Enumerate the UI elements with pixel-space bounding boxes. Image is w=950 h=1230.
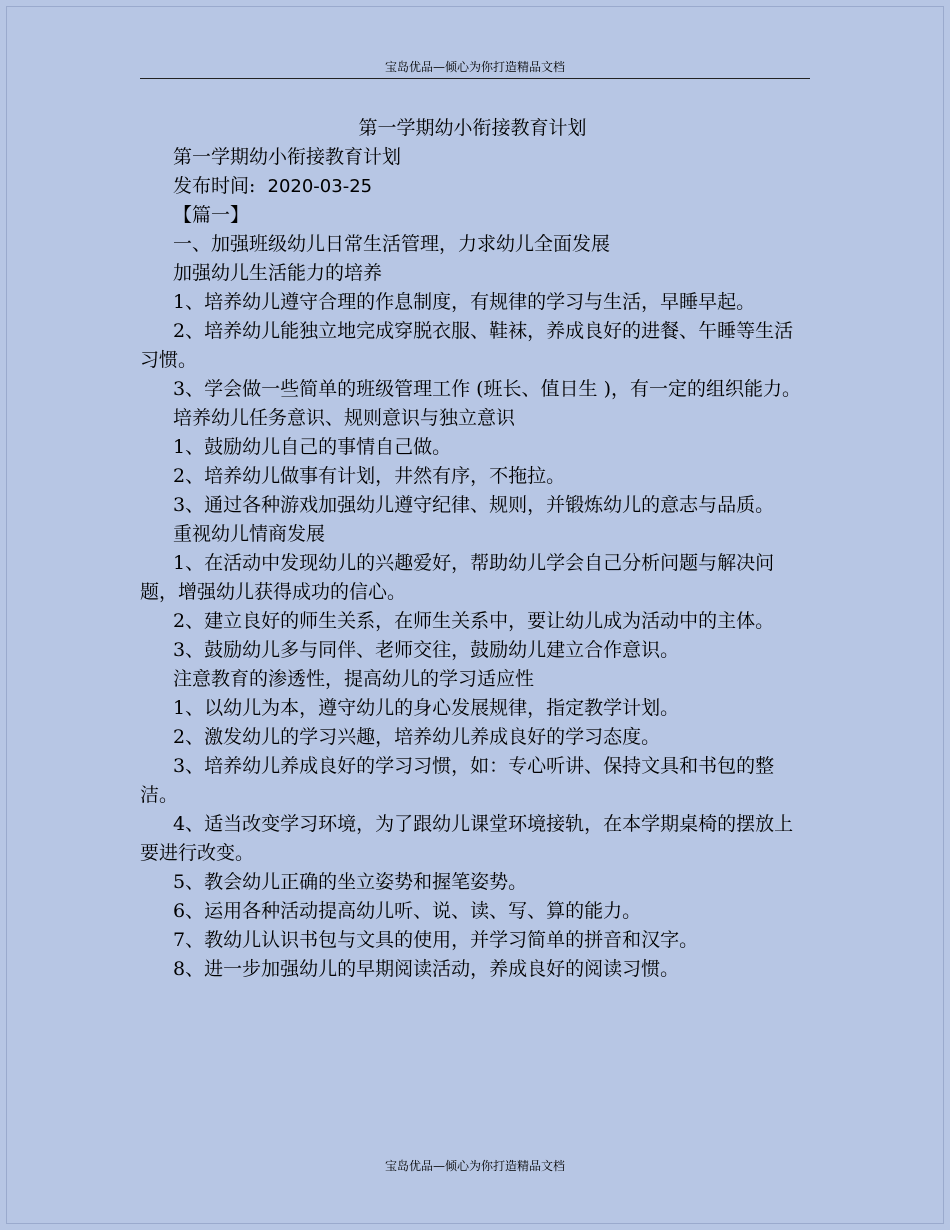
- publish-line: [140, 172, 805, 201]
- paragraph: 3、学会做一些简单的班级管理工作 (班长、值日生 )，有一定的组织能力。: [173, 378, 801, 400]
- paragraph: 3、通过各种游戏加强幼儿遵守纪律、规则，并锻炼幼儿的意志与品质。: [173, 494, 775, 516]
- paragraph: 2、培养幼儿做事有计划，井然有序，不拖拉。: [173, 465, 566, 487]
- document-subtitle: 第一学期幼小衔接教育计划: [173, 146, 402, 168]
- paragraph: 3、培养幼儿养成良好的学习习惯，如：专心听讲、保持文具和书包的整洁。: [140, 755, 775, 806]
- publish-label: 发布时间:: [173, 175, 256, 197]
- header-divider: [140, 78, 810, 79]
- paragraph: 5、教会幼儿正确的坐立姿势和握笔姿势。: [173, 871, 528, 893]
- paragraph: 2、培养幼儿能独立地完成穿脱衣服、鞋袜，养成良好的进餐、午睡等生活习惯。: [140, 320, 794, 371]
- paragraph: 2、建立良好的师生关系，在师生关系中，要让幼儿成为活动中的主体。: [173, 610, 775, 632]
- paragraph: 加强幼儿生活能力的培养: [173, 262, 383, 284]
- paragraph: 培养幼儿任务意识、规则意识与独立意识: [173, 407, 516, 429]
- paragraph-list: [140, 230, 805, 984]
- paragraph: 一、加强班级幼儿日常生活管理，力求幼儿全面发展: [173, 233, 611, 255]
- paragraph: 8、进一步加强幼儿的早期阅读活动，养成良好的阅读习惯。: [173, 958, 680, 980]
- paragraph: 1、培养幼儿遵守合理的作息制度，有规律的学习与生活，早睡早起。: [173, 291, 756, 313]
- paragraph: 注意教育的渗透性，提高幼儿的学习适应性: [173, 668, 535, 690]
- paragraph: 1、在活动中发现幼儿的兴趣爱好，帮助幼儿学会自己分析问题与解决问题，增强幼儿获得成功的信心。: [140, 552, 775, 603]
- document-title: 第一学期幼小衔接教育计划: [358, 117, 587, 139]
- paragraph: 2、激发幼儿的学习兴趣，培养幼儿养成良好的学习态度。: [173, 726, 661, 748]
- publish-date: 2020-03-25: [267, 176, 373, 197]
- paragraph: 1、鼓励幼儿自己的事情自己做。: [173, 436, 452, 458]
- paragraph: 4、适当改变学习环境，为了跟幼儿课堂环境接轨，在本学期桌椅的摆放上要进行改变。: [140, 813, 794, 864]
- section-marker: 【篇一】: [173, 204, 250, 226]
- paragraph: 1、以幼儿为本，遵守幼儿的身心发展规律，指定教学计划。: [173, 697, 680, 719]
- paragraph: 7、教幼儿认识书包与文具的使用，并学习简单的拼音和汉字。: [173, 929, 699, 951]
- paragraph: 3、鼓励幼儿多与同伴、老师交往，鼓励幼儿建立合作意识。: [173, 639, 680, 661]
- paragraph: 6、运用各种活动提高幼儿听、说、读、写、算的能力。: [173, 900, 642, 922]
- document-body: [140, 114, 805, 984]
- page-header: 宝岛优品—倾心为你打造精品文档: [384, 60, 565, 74]
- page-footer: 宝岛优品—倾心为你打造精品文档: [384, 1159, 565, 1173]
- paragraph: 重视幼儿情商发展: [173, 523, 326, 545]
